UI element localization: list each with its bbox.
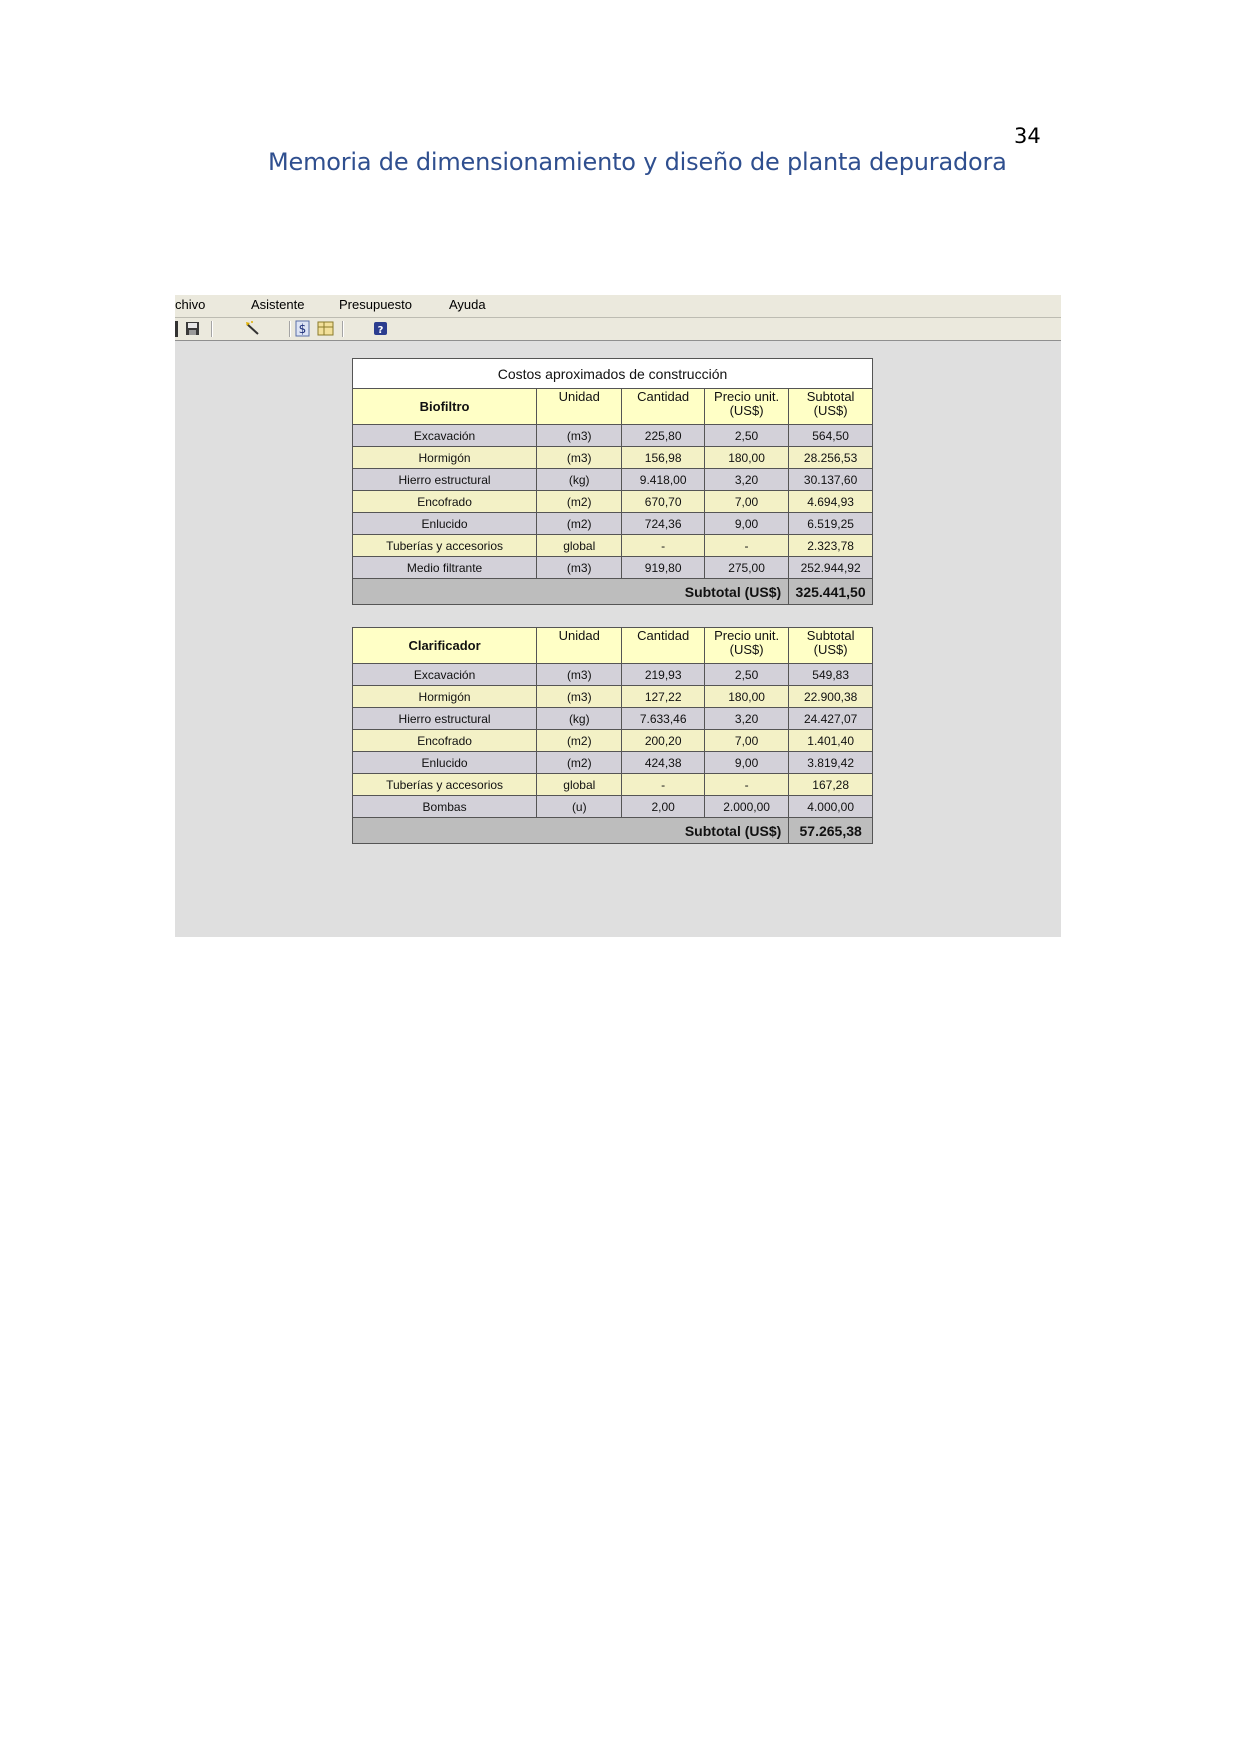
menu-archivo[interactable]: chivo [175,297,206,312]
item-subtotal: 4.000,00 [789,796,873,818]
item-quantity: 919,80 [622,557,705,579]
toolbar-separator [342,321,344,337]
item-unit: (m3) [537,447,622,469]
item-name: Enlucido [353,513,537,535]
item-name: Hierro estructural [353,469,537,491]
column-header: Precio unit. (US$) [704,389,788,425]
budget-icon[interactable] [294,320,312,337]
subtotal-value: 325.441,50 [789,579,873,605]
item-subtotal: 549,83 [789,664,873,686]
clarificador-table [352,627,873,844]
subtotal-label: Subtotal (US$) [353,579,789,605]
block-name: Biofiltro [353,389,537,425]
item-unit: (m2) [537,730,622,752]
subtotal-label: Subtotal (US$) [353,818,789,844]
item-subtotal: 252.944,92 [789,557,873,579]
item-unit-price: 2,50 [704,425,788,447]
svg-text:$: $ [298,322,307,336]
item-unit-price: 3,20 [704,469,788,491]
item-name: Hormigón [353,686,537,708]
column-header: Unidad [537,389,622,425]
item-unit: (m2) [537,513,622,535]
item-subtotal: 28.256,53 [789,447,873,469]
item-quantity: 9.418,00 [622,469,705,491]
item-quantity: 424,38 [622,752,705,774]
column-header: Cantidad [622,628,705,664]
item-subtotal: 24.427,07 [789,708,873,730]
item-unit-price: - [704,774,788,796]
item-unit: (m3) [537,664,622,686]
item-unit-price: 9,00 [704,513,788,535]
table-row [353,730,873,752]
page-number: 34 [1014,124,1041,148]
item-unit-price: 275,00 [704,557,788,579]
item-unit: (kg) [537,708,622,730]
item-name: Encofrado [353,491,537,513]
column-header: Cantidad [622,389,705,425]
item-unit: (m3) [537,686,622,708]
item-name: Excavación [353,425,537,447]
menu-presupuesto[interactable]: Presupuesto [339,297,412,312]
item-quantity: 2,00 [622,796,705,818]
item-quantity: 156,98 [622,447,705,469]
item-subtotal: 30.137,60 [789,469,873,491]
table-row [353,469,873,491]
table-row [353,535,873,557]
item-name: Medio filtrante [353,557,537,579]
item-unit: global [537,535,622,557]
column-header: Unidad [537,628,622,664]
wizard-icon[interactable] [244,320,262,337]
table-row [353,752,873,774]
item-name: Tuberías y accesorios [353,535,537,557]
table-caption: Costos aproximados de construcción [353,359,873,389]
item-name: Encofrado [353,730,537,752]
item-quantity: 225,80 [622,425,705,447]
item-quantity: 200,20 [622,730,705,752]
item-unit: (u) [537,796,622,818]
column-header: Subtotal (US$) [789,628,873,664]
item-name: Hierro estructural [353,708,537,730]
item-unit-price: 7,00 [704,730,788,752]
item-quantity: 127,22 [622,686,705,708]
item-unit-price: 2.000,00 [704,796,788,818]
item-unit: (kg) [537,469,622,491]
item-name: Excavación [353,664,537,686]
item-unit-price: - [704,535,788,557]
menu-ayuda[interactable]: Ayuda [449,297,486,312]
item-unit-price: 9,00 [704,752,788,774]
item-name: Hormigón [353,447,537,469]
item-unit-price: 2,50 [704,664,788,686]
item-subtotal: 1.401,40 [789,730,873,752]
subtotal-row [353,818,873,844]
item-name: Bombas [353,796,537,818]
toolbar-separator [289,321,291,337]
item-subtotal: 6.519,25 [789,513,873,535]
item-subtotal: 4.694,93 [789,491,873,513]
biofiltro-table [352,358,873,605]
item-quantity: 670,70 [622,491,705,513]
subtotal-row [353,579,873,605]
item-unit-price: 3,20 [704,708,788,730]
table-row [353,491,873,513]
table-row [353,686,873,708]
item-unit: global [537,774,622,796]
help-icon[interactable] [372,320,390,337]
application-window [175,295,1061,937]
table-row [353,796,873,818]
item-quantity: 219,93 [622,664,705,686]
item-unit: (m2) [537,752,622,774]
table-row [353,513,873,535]
item-name: Enlucido [353,752,537,774]
table-row [353,664,873,686]
item-quantity: 7.633,46 [622,708,705,730]
item-quantity: - [622,774,705,796]
table-row [353,447,873,469]
menu-bar [175,295,1061,318]
grid-icon[interactable] [317,320,335,337]
menu-asistente[interactable]: Asistente [251,297,305,312]
table-row [353,708,873,730]
item-unit-price: 7,00 [704,491,788,513]
item-name: Tuberías y accesorios [353,774,537,796]
column-header: Subtotal (US$) [789,389,873,425]
subtotal-value: 57.265,38 [789,818,873,844]
item-quantity: - [622,535,705,557]
item-unit-price: 180,00 [704,686,788,708]
item-subtotal: 167,28 [789,774,873,796]
block-name: Clarificador [353,628,537,664]
item-subtotal: 3.819,42 [789,752,873,774]
svg-text:?: ? [377,325,384,336]
save-icon[interactable] [184,320,202,337]
item-quantity: 724,36 [622,513,705,535]
item-subtotal: 22.900,38 [789,686,873,708]
column-header: Precio unit. (US$) [704,628,788,664]
toolbar [175,318,1061,341]
toolbar-separator [211,321,213,337]
table-row [353,774,873,796]
table-row [353,425,873,447]
item-unit: (m3) [537,557,622,579]
table-row [353,557,873,579]
item-subtotal: 2.323,78 [789,535,873,557]
document-title: Memoria de dimensionamiento y diseño de planta depuradora [268,148,1007,176]
item-unit-price: 180,00 [704,447,788,469]
item-subtotal: 564,50 [789,425,873,447]
item-unit: (m2) [537,491,622,513]
item-unit: (m3) [537,425,622,447]
